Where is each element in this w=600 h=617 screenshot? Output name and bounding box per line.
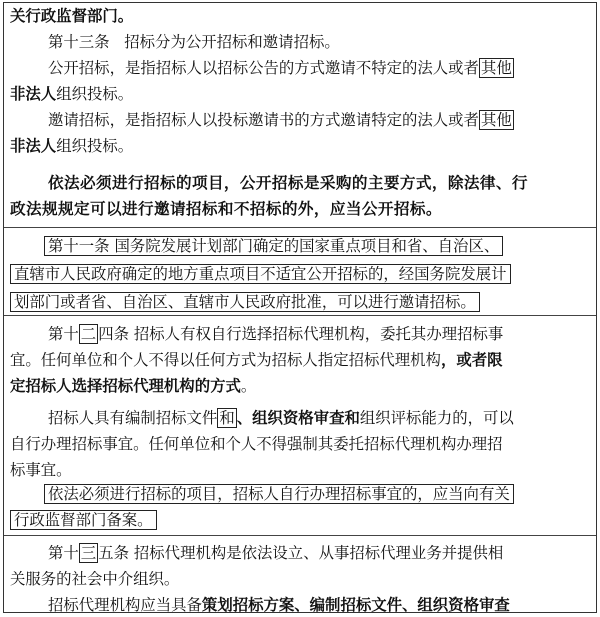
boxed-text: 依法必须进行招标的项目，招标人自行办理招标事宜的，应当向有关	[44, 484, 514, 504]
section-divider	[4, 535, 596, 536]
text-line	[48, 55, 596, 81]
revision-box: 和	[219, 409, 235, 427]
paragraph-text: 招标代理机构是依法设立、从事招标代理业务并提供相	[129, 544, 504, 562]
section-divider	[4, 315, 596, 316]
heading-fragment: 关行政监督部门。	[10, 7, 134, 25]
text-line	[10, 347, 596, 373]
paragraph-text: 招标人具有编制招标文件	[48, 409, 218, 427]
bold-insert: 策划招标方案、编制招标文件、组织资格审查	[201, 596, 510, 613]
revision-box: 其他	[480, 111, 512, 129]
bold-paragraph-line: 依法必须进行招标的项目，公开招标是采购的主要方式，除法律、行	[48, 174, 528, 192]
boxed-text: 行政监督部门备案。	[10, 510, 157, 530]
article-13	[48, 29, 596, 55]
revision-box: 二	[80, 325, 97, 343]
text-line	[10, 261, 596, 287]
bold-insert: 非法人	[10, 85, 57, 103]
boxed-text: 第十一条 国务院发展计划部门确定的国家重点项目和省、自治区、	[44, 236, 503, 256]
bold-paragraph-line: 政法规规定可以进行邀请招标和不招标的外，应当公开招标。	[10, 200, 442, 218]
paragraph-text: 。	[240, 377, 257, 395]
article-body: 招标分为公开招标和邀请招标。	[124, 33, 340, 51]
text-line	[48, 592, 596, 613]
article-number: 第十	[48, 544, 79, 562]
text-line	[10, 3, 596, 29]
boxed-text: 直辖市人民政府确定的地方重点项目不适宜公开招标的，经国务院发展计	[10, 264, 511, 284]
paragraph-text: 邀请招标，是指招标人以投标邀请书的方式邀请特定的法人或者	[48, 111, 479, 129]
revision-box: 其他	[480, 59, 512, 77]
text-line	[10, 81, 596, 107]
text-line	[10, 373, 596, 399]
text-line: 标事宜。	[10, 461, 72, 479]
text-line	[48, 107, 596, 133]
revision-box: 三	[80, 544, 97, 562]
article-number: 五条	[98, 544, 129, 562]
text-line	[44, 481, 596, 507]
paragraph-text: 组织投标。	[56, 85, 134, 103]
paragraph-text: 公开招标，是指招标人以招标公告的方式邀请不特定的法人或者	[48, 59, 479, 77]
paragraph-text: 招标代理机构应当具备	[48, 596, 202, 613]
document-page	[3, 2, 597, 613]
boxed-text: 划部门或者省、自治区、直辖市人民政府批准，可以进行邀请招标。	[10, 292, 480, 312]
text-line	[10, 289, 596, 315]
bold-insert: ，或者限	[440, 351, 503, 369]
bold-insert: 非法人	[10, 137, 57, 155]
text-line	[44, 233, 596, 259]
bold-insert: 、组织资格审查和	[236, 409, 360, 427]
section-divider	[4, 227, 596, 228]
article-15	[48, 540, 596, 566]
text-line	[48, 405, 596, 431]
text-line	[10, 507, 596, 533]
text-line: 关服务的社会中介组织。	[10, 570, 180, 588]
paragraph-text: 招标人有权自行选择招标代理机构，委托其办理招标事	[129, 325, 504, 343]
paragraph-text: 宜。任何单位和个人不得以任何方式为招标人指定招标代理机构	[10, 351, 441, 369]
text-line: 自行办理招标事宜。任何单位和个人不得强制其委托招标代理机构办理招	[10, 435, 503, 453]
article-number: 第十三条	[48, 33, 110, 51]
paragraph-text: 组织评标能力的，可以	[359, 409, 514, 427]
bold-insert: 定招标人选择招标代理机构的方式	[10, 377, 241, 395]
article-number: 四条	[98, 325, 129, 343]
paragraph-text: 组织投标。	[56, 137, 134, 155]
article-14	[48, 321, 596, 347]
text-line	[10, 133, 596, 159]
article-number: 第十	[48, 325, 79, 343]
